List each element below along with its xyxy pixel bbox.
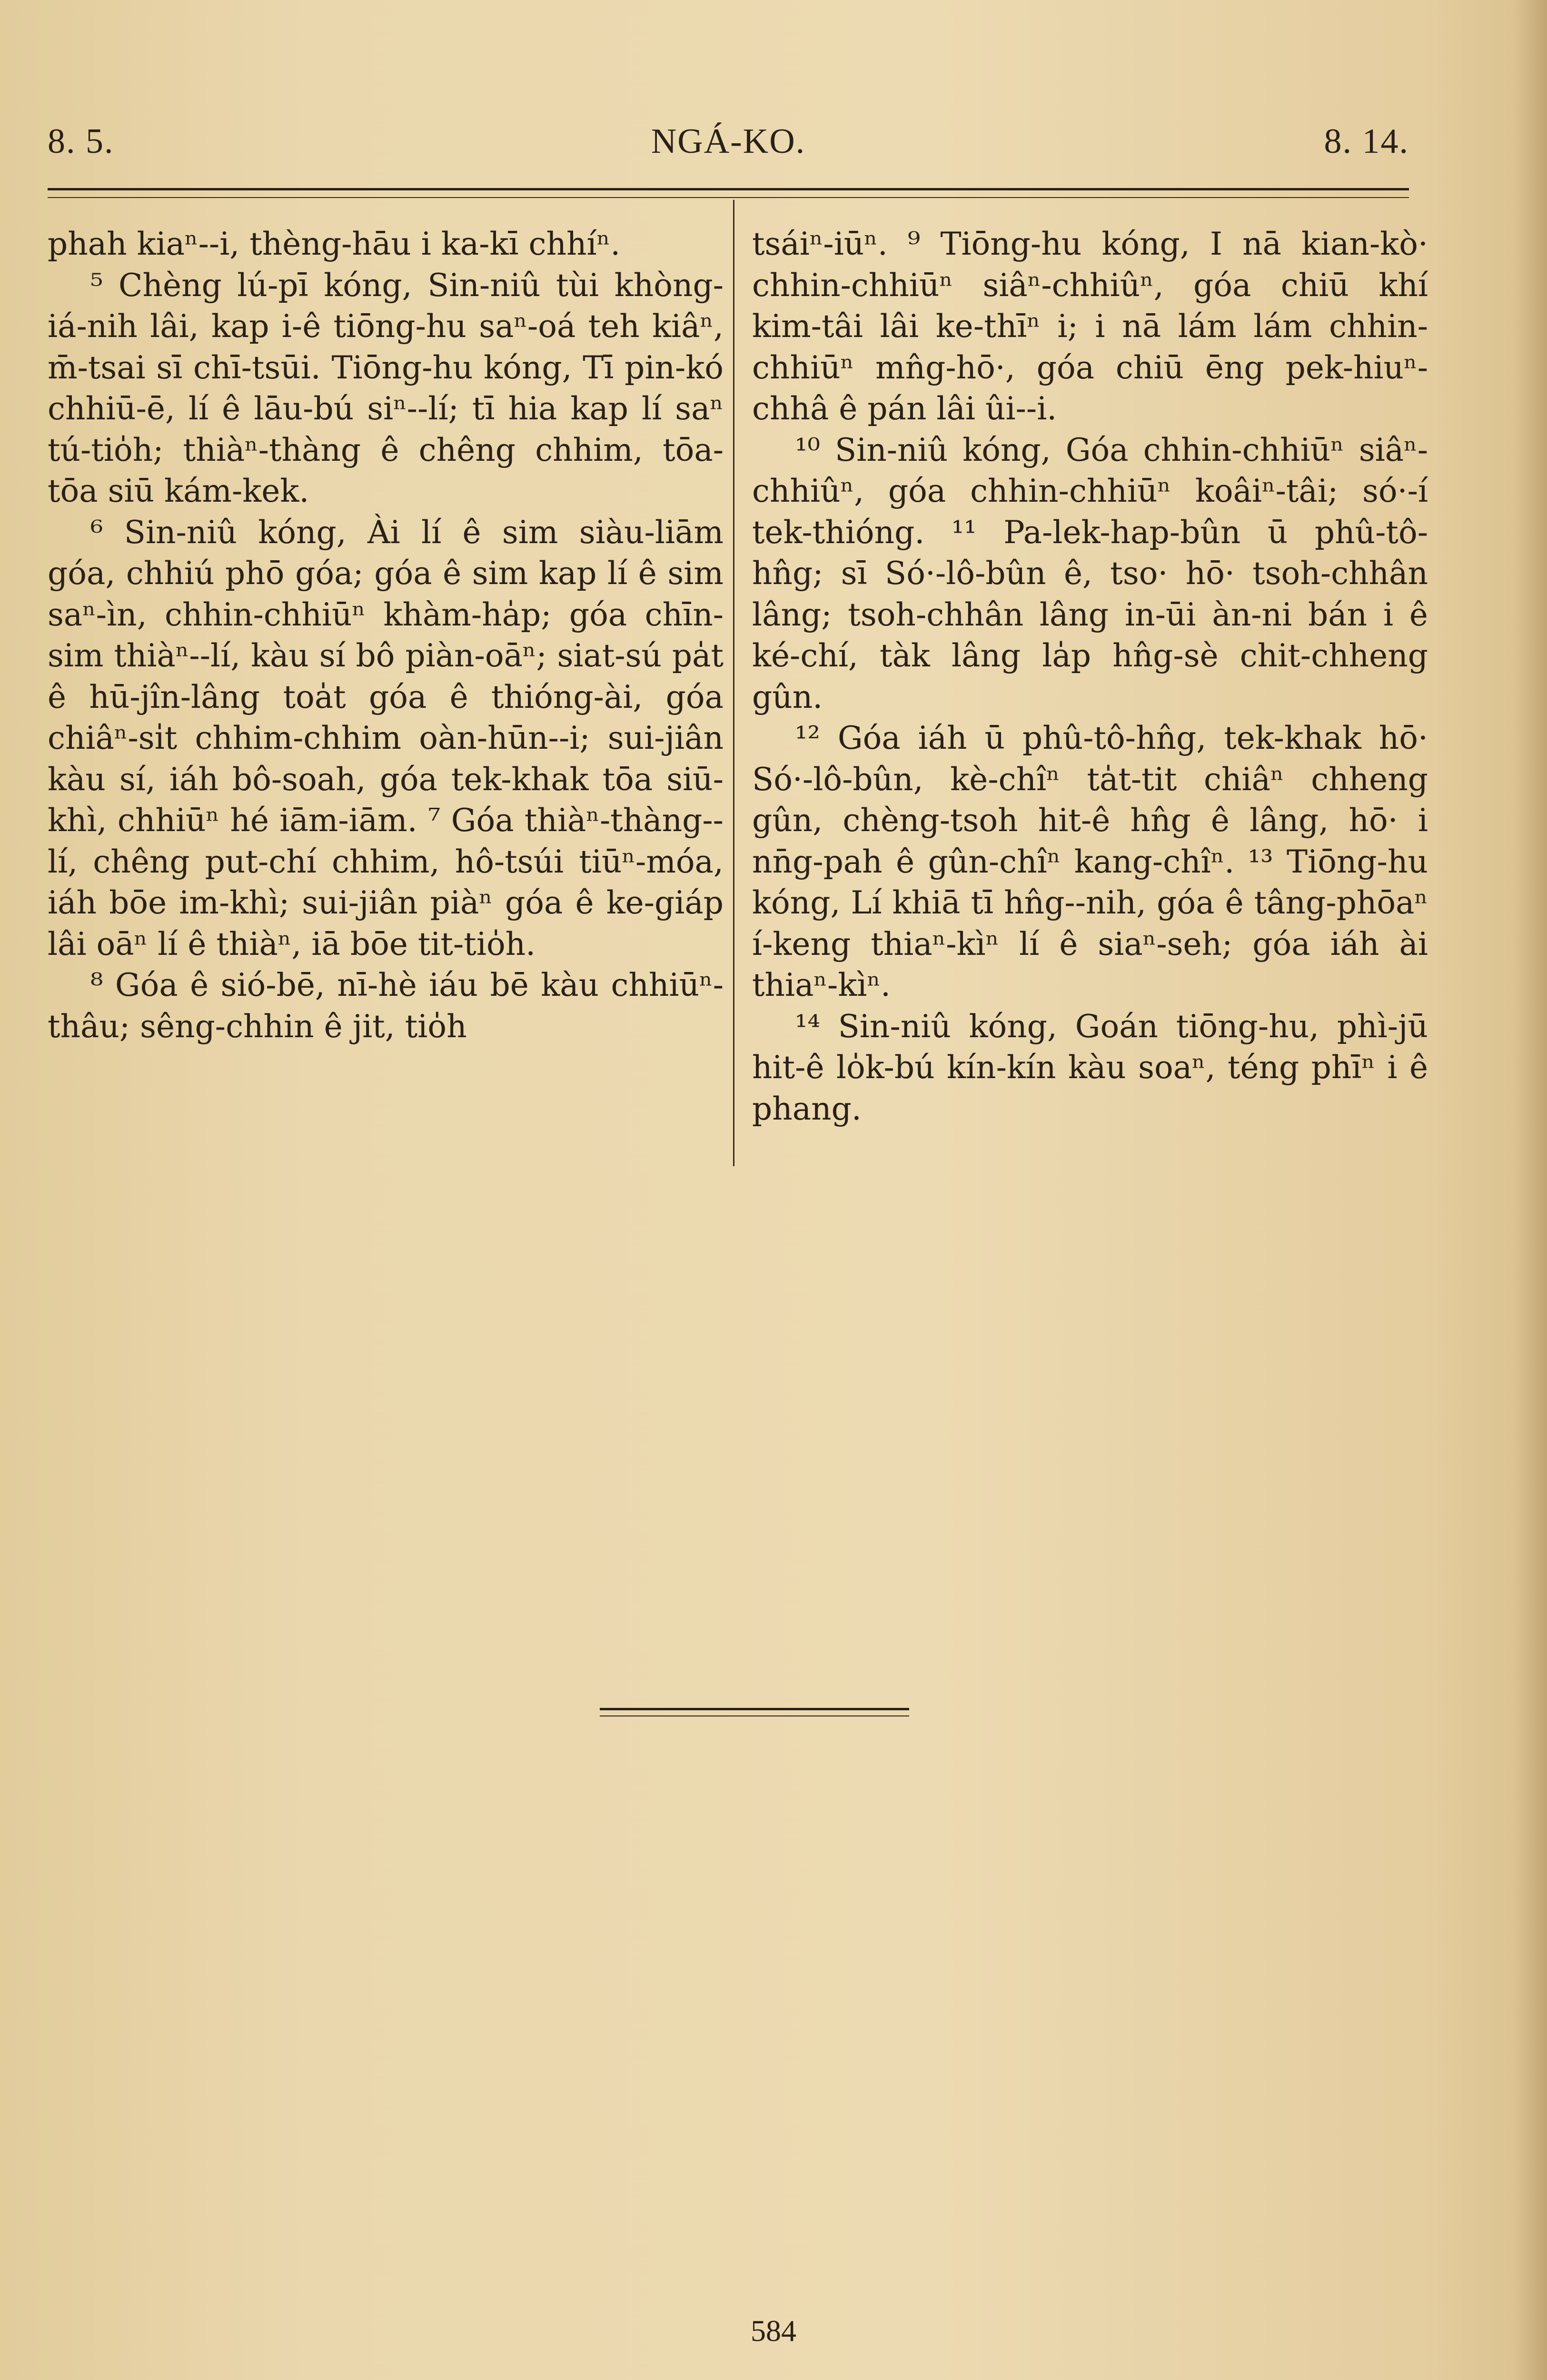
paragraph: ¹² Góa iáh ū phû-tô-hn̂g, tek-khak hō· Só·-lô-bûn, kè-chîⁿ ta̍t-tit chiâⁿ chheng gûn, chèng-tsoh hit-ê hn̂g ê lâng, hō· i nn̄g-pah ê gûn-chîⁿ kang-chîⁿ. ¹³ Tiōng-hu kóng, Lí khiā tī hn̂g--nih, góa ê tâng-phōaⁿ í-keng thiaⁿ-kìⁿ lí ê siaⁿ-seh; góa iáh ài thiaⁿ-kìⁿ. xyxy=(752,720,1428,1003)
header-left-ref: 8. 5. xyxy=(48,122,114,161)
paragraph: phah kiaⁿ--i, thèng-hāu i ka-kī chhíⁿ. xyxy=(48,226,621,262)
running-header xyxy=(48,121,1409,164)
column-divider xyxy=(733,200,734,1166)
page-number: 584 xyxy=(751,2314,796,2348)
end-rule-thick xyxy=(600,1708,909,1710)
right-column xyxy=(752,224,1428,1130)
left-column xyxy=(48,224,724,1047)
header-right-ref: 8. 14. xyxy=(1324,122,1409,161)
paragraph: ¹⁰ Sin-niû kóng, Góa chhin-chhiūⁿ siâⁿ-chhiûⁿ, góa chhin-chhiūⁿ koâiⁿ-tâi; só·-í tek-thióng. ¹¹ Pa-lek-hap-bûn ū phû-tô-hn̂g; sī Só·-lô-bûn ê, tso· hō· tsoh-chhân lâng; tsoh-chhân lâng in-ūi àn-ni bán i ê ké-chí, tàk lâng la̍p hn̂g-sè chit-chheng gûn. xyxy=(752,431,1428,715)
header-title: NGÁ-KO. xyxy=(651,122,806,161)
paragraph: ⁵ Chèng lú-pī kóng, Sin-niû tùi khòng-iá-nih lâi, kap i-ê tiōng-hu saⁿ-oá teh kiâⁿ, m̄-tsai sī chī-tsūi. Tiōng-hu kóng, Tī pin-kó chhiū-ē, lí ê lāu-bú siⁿ--lí; tī hia kap lí saⁿ tú-tio̍h; thiàⁿ-thàng ê chêng chhim, tōa-tōa siū kám-kek. xyxy=(48,267,724,509)
paragraph: ¹⁴ Sin-niû kóng, Goán tiōng-hu, phì-jū hit-ê lo̍k-bú kín-kín kàu soaⁿ, téng phīⁿ i ê phang. xyxy=(752,1008,1428,1127)
header-rule-thick xyxy=(48,188,1409,190)
header-rule-thin xyxy=(48,197,1409,198)
page-edge-shadow xyxy=(1514,0,1547,2380)
paragraph: ⁸ Góa ê sió-bē, nī-hè iáu bē kàu chhiūⁿ-thâu; sêng-chhin ê jit, tio̍h xyxy=(48,967,724,1045)
paragraph: tsáiⁿ-iūⁿ. ⁹ Tiōng-hu kóng, I nā kian-kò· chhin-chhiūⁿ siâⁿ-chhiûⁿ, góa chiū khí kim-tâi lâi ke-thīⁿ i; i nā lám lám chhin-chhiūⁿ mn̂g-hō·, góa chiū ēng pek-hiuⁿ-chhâ ê pán lâi ûi--i. xyxy=(752,226,1428,427)
paragraph: ⁶ Sin-niû kóng, Ài lí ê sim siàu-liām góa, chhiú phō góa; góa ê sim kap lí ê sim saⁿ-ìn, chhin-chhiūⁿ khàm-ha̍p; góa chīn-sim thiàⁿ--lí, kàu sí bô piàn-oāⁿ; siat-sú pa̍t ê hū-jîn-lâng toa̍t góa ê thióng-ài, góa chiâⁿ-si̍t chhim-chhim oàn-hūn--i; sui-jiân kàu sí, iáh bô-soah, góa tek-khak tōa siū-khì, chhiūⁿ hé iām-iām. ⁷ Góa thiàⁿ-thàng--lí, chêng put-chí chhim, hô-tsúi tiūⁿ-móa, iáh bōe im-khì; sui-jiân piàⁿ góa ê ke-giáp lâi oāⁿ lí ê thiàⁿ, iā bōe tit-tio̍h. xyxy=(48,514,724,962)
